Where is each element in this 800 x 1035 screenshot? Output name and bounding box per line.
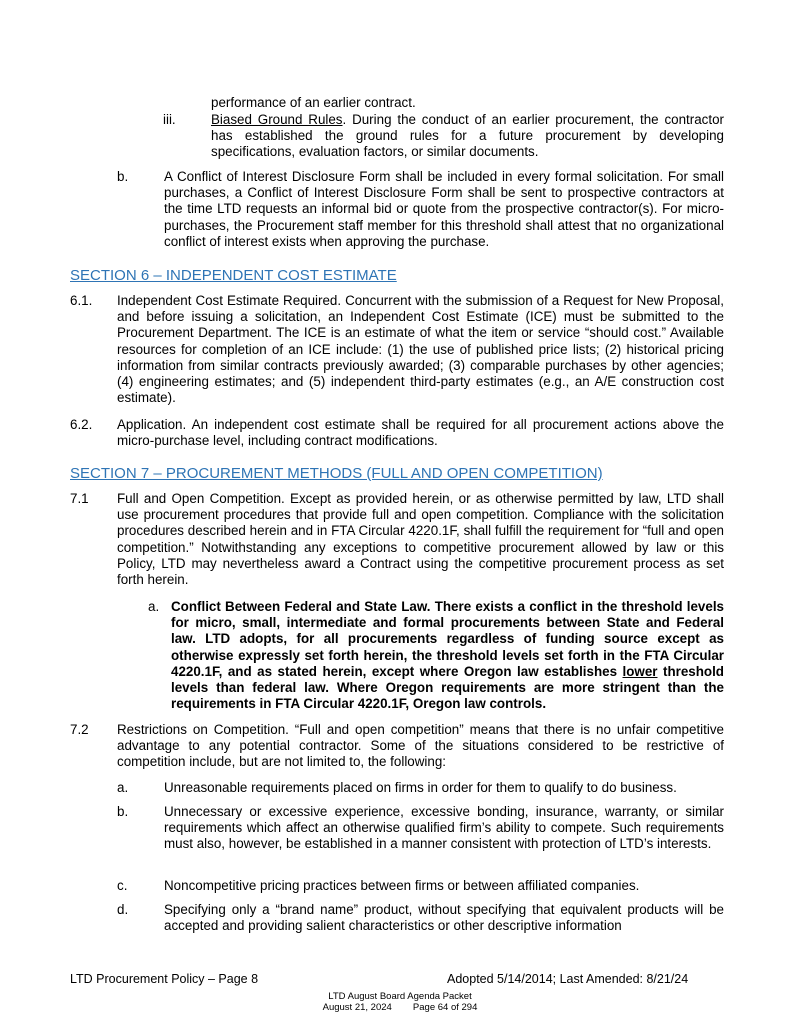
footer-left: LTD Procurement Policy – Page 8 xyxy=(70,972,259,986)
section-7-heading: SECTION 7 – PROCUREMENT METHODS (FULL AND OPEN COMPETITION) xyxy=(70,465,603,482)
item-7-1-a-number: a. xyxy=(148,599,160,614)
item-iii-paragraph xyxy=(211,112,724,161)
paragraph-6-1-number: 6.1. xyxy=(70,293,93,308)
item-7-1-a-paragraph xyxy=(171,599,724,712)
paragraph-7-2-number: 7.2 xyxy=(70,722,89,737)
paragraph-7-1: Full and Open Competition. Except as provided herein, or as otherwise permitted by law, LTD shall use procurement procedures that provide full and open competition. Compliance with the solicitation procedures described herein and in FTA Circular 4220.1F, shall fulfill the requirement for “full and open competition.” Notwithstanding any exceptions to competitive procurement allowed by law or this Policy, LTD may nevertheless award a Contract using the competitive procurement process as set forth herein. xyxy=(117,491,724,588)
footer-right: Adopted 5/14/2014; Last Amended: 8/21/24 xyxy=(447,972,689,986)
packet-line-2: August 21, 2024 Page 64 of 294 xyxy=(322,1002,478,1013)
paragraph-7-1-number: 7.1 xyxy=(70,491,89,506)
item-b-paragraph: A Conflict of Interest Disclosure Form shall be included in every formal solicitation. For small purchases, a Conflict of Interest Disclosure Form shall be sent to prospective contractors at the time LTD requests an informal bid or quote from the prospective contractor(s). For micro-purchases, the Procurement staff member for this threshold shall attest that no organizational conflict of interest exists when approving the purchase. xyxy=(164,169,724,249)
packet-line-1: LTD August Board Agenda Packet xyxy=(328,991,472,1002)
item-iii-number: iii. xyxy=(163,112,176,127)
list-item-b-number: b. xyxy=(117,804,129,819)
item-iii-title: Biased Ground Rules xyxy=(211,112,343,127)
item-7-1-a-text-2: threshold levels than federal law. Where Oregon requirements are more stringent than the requirements in FTA Circular 4220.1F, Oregon law controls. xyxy=(171,663,724,712)
list-item-c-number: c. xyxy=(117,878,128,893)
paragraph-7-2: Restrictions on Competition. “Full and open competition” means that there is no unfair competitive advantage to any potential contractor. Some of the situations considered to be restrictive of competition include, but are not limited to, the following: xyxy=(117,722,724,770)
list-item-a-number: a. xyxy=(117,780,129,795)
list-item-d-number: d. xyxy=(117,902,129,917)
item-7-1-a-text-1: Conflict Between Federal and State Law. There exists a conflict in the threshold levels for micro, small, intermediate and formal procurements between State and Federal law. LTD adopts, for all procurements regardless of funding source except as otherwise expressly set forth herein, the threshold levels set forth in the FTA Circular 4220.1F, and as stated herein, except where Oregon law establishes xyxy=(171,599,724,679)
item-7-1-a-underlined: lower xyxy=(622,663,658,679)
list-item-c: Noncompetitive pricing practices between firms or between affiliated companies. xyxy=(164,878,640,893)
continuation-text: performance of an earlier contract. xyxy=(211,95,416,110)
list-item-d: Specifying only a “brand name” product, without specifying that equivalent products will be accepted and providing salient characteristics or other descriptive information xyxy=(164,902,724,934)
list-item-a: Unreasonable requirements placed on firms in order for them to qualify to do business. xyxy=(164,780,677,795)
item-b-number: b. xyxy=(117,169,129,184)
paragraph-6-2: Application. An independent cost estimate shall be required for all procurement actions above the micro-purchase level, including contract modifications. xyxy=(117,417,724,449)
paragraph-6-1: Independent Cost Estimate Required. Concurrent with the submission of a Request for New Proposal, and before issuing a solicitation, an Independent Cost Estimate (ICE) must be submitted to the Procurement Department. The ICE is an estimate of what the item or service “should cost.” Available resources for completion of an ICE include: (1) the use of published price lists; (2) historical pricing information from similar contracts previously awarded; (3) comparable purchases by other agencies; (4) engineering estimates; and (5) independent third-party estimates (e.g., an A/E construction cost estimate). xyxy=(117,293,724,406)
section-6-heading: SECTION 6 – INDEPENDENT COST ESTIMATE xyxy=(70,267,397,284)
item-iii-text: . During the conduct of an earlier procurement, the contractor has established the ground rules for a future procurement by developing specifications, evaluation factors, or similar documents. xyxy=(211,112,724,160)
paragraph-6-2-number: 6.2. xyxy=(70,417,93,432)
list-item-b: Unnecessary or excessive experience, excessive bonding, insurance, warranty, or similar requirements which affect an otherwise qualified firm’s ability to compete. Such requirements must also, however, be established in a manner consistent with protection of LTD’s interests. xyxy=(164,804,724,852)
